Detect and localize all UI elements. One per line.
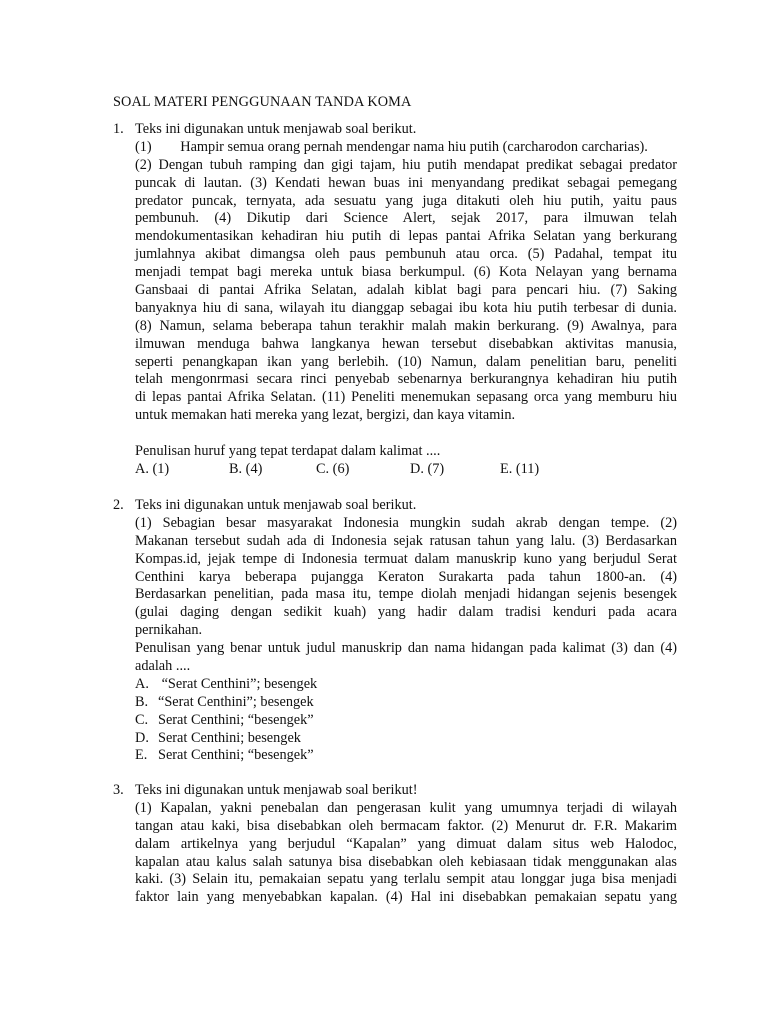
answer-option-b: B. (4) [229,460,263,477]
passage-line: predator puncak, ternyata, ada sesuatu yang juga ditakuti oleh hiu putih, yaitu paus [135,192,677,209]
passage-line: faktor lain yang menyebabkan kapalan. (4) Hal ini disebabkan pemakaian sepatu yang [135,889,677,906]
passage-line: telah mengonrmasi secara rinci penyebab sebenarnya berkurangnya kehadiran hiu putih [135,371,677,388]
choice-text: Serat Centhini; besengek [158,729,301,746]
question-body [135,782,677,907]
passage-line: (gulai daging dengan sedikit kuah) yang hadir dalam tradisi kenduri pada acara [135,604,677,621]
answer-choice-b [135,694,677,712]
passage-line: Gansbaai di pantai Afrika Selatan, adalah kiblat bagi para pencari hiu. (7) Saking [135,282,677,299]
question-body [135,121,677,479]
question-prompt: adalah .... [135,658,191,675]
passage-line: Makanan tersebut sudah ada di Indonesia sejak ratusan tahun yang lalu. (3) Berdasarkan [135,532,677,549]
answer-option-a: A. (1) [135,460,170,477]
question-number: 3. [113,782,124,798]
passage-line: untuk memakan hati mereka yang lezat, bergizi, dan kaya vitamin. [135,407,516,424]
passage-line: banyaknya hiu di sana, wilayah itu dianggap sebagai ibu kota hiu putih terbesar di dunia. [135,299,677,316]
passage-line: dalam artikelnya yang berjudul “Kapalan” yang dimuat dalam situs web Halodoc, [135,835,677,852]
passage-line: kapalan atau kalus salah satunya bisa disebabkan oleh kebiasaan tidak menggunakan alas [135,853,677,870]
choice-letter: E. [135,747,148,764]
question-number: 1. [113,121,124,137]
question-intro: Teks ini digunakan untuk menjawab soal berikut. [135,497,417,513]
passage-line: (2) Dengan tubuh ramping dan gigi tajam, hiu putih mendapat predikat sebagai predator [135,156,677,173]
answer-option-c: C. (6) [316,460,350,477]
answer-choice-a [135,676,677,694]
passage-line: menjadi tempat bagi mereka untuk biasa berkumpul. (6) Kota Nelayan yang bernama [135,264,677,281]
choice-text: “Serat Centhini”; besengek [158,675,318,692]
passage-line: jumlahnya akibat dimangsa oleh paus pembunuh atau orca. (5) Padahal, tempat itu [135,246,677,263]
answer-choice-d [135,730,677,748]
question-intro: Teks ini digunakan untuk menjawab soal berikut! [135,782,418,798]
passage-line: (1) Sebagian besar masyarakat Indonesia mungkin sudah akrab dengan tempe. (2) [135,514,677,531]
choice-text: Serat Centhini; “besengek” [158,711,314,728]
answer-option-d: D. (7) [410,460,445,477]
question-intro: Teks ini digunakan untuk menjawab soal berikut. [135,121,417,137]
passage-line: Centhini karya beberapa pujangga Keraton Surakarta pada tahun 1800-an. (4) [135,568,677,585]
passage-line: pernikahan. [135,622,203,639]
choice-letter: C. [135,711,149,728]
passage-line: ilmuwan menduga bahwa langkanya hewan tersebut disebabkan aktivitas manusia, [135,335,677,352]
question-number: 2. [113,497,124,513]
choice-text: “Serat Centhini”; besengek [158,693,314,710]
document-title: SOAL MATERI PENGGUNAAN TANDA KOMA [113,94,412,110]
passage-line: seperti penangkapan ikan yang berlebih. (10) Namun, dalam penelitian baru, peneliti [135,353,677,370]
question-body [135,497,677,765]
passage-line: Kompas.id, jejak tempe di Indonesia termuat dalam manuskrip kuno yang berjudul Serat [135,550,677,567]
choice-letter: D. [135,729,149,746]
answer-option-e: E. (11) [500,460,540,477]
choice-letter: B. [135,693,149,710]
passage-line: mendokumentasikan kehadiran hiu putih di lepas pantai Afrika Selatan yang berkurang [135,228,677,245]
passage-line: pembunuh. (4) Dikutip dari Science Alert, sejak 2017, para ilmuwan telah [135,210,677,227]
question-prompt: Penulisan yang benar untuk judul manuskrip dan nama hidangan pada kalimat (3) dan (4) [135,640,677,657]
passage-line: puncak di lautan. (3) Kendati hewan buas ini menyandang predikat sebagai pemegang [135,174,677,191]
choice-text: Serat Centhini; “besengek” [158,747,314,764]
answer-choice-c [135,712,677,730]
passage-line: di lepas pantai Afrika Selatan. (11) Peneliti menemukan sepasang orca yang memburu hiu [135,389,677,406]
passage-line: Berdasarkan penelitian, pada masa itu, tempe diolah menjadi hidangan sejenis besengek [135,586,677,603]
passage-line: (8) Namun, selama beberapa tahun terakhir malah makin berkurang. (9) Awalnya, para [135,317,677,334]
passage-line: (1) Kapalan, yakni penebalan dan pengerasan kulit yang umumnya terjadi di wilayah [135,799,677,816]
passage-line: (1) Hampir semua orang pernah mendengar nama hiu putih (carcharodon carcharias). [135,138,648,155]
choice-letter: A. [135,675,149,692]
passage-line: tangan atau kaki, bisa disebabkan oleh bermacam faktor. (2) Menurut dr. F.R. Makarim [135,817,677,834]
answer-options [135,461,677,479]
answer-choice-e [135,747,677,765]
question-prompt: Penulisan huruf yang tepat terdapat dalam kalimat .... [135,443,441,460]
passage-line: kaki. (3) Selain itu, pemakaian sepatu yang terlalu sempit atau longgar juga bisa menjadi [135,871,677,888]
